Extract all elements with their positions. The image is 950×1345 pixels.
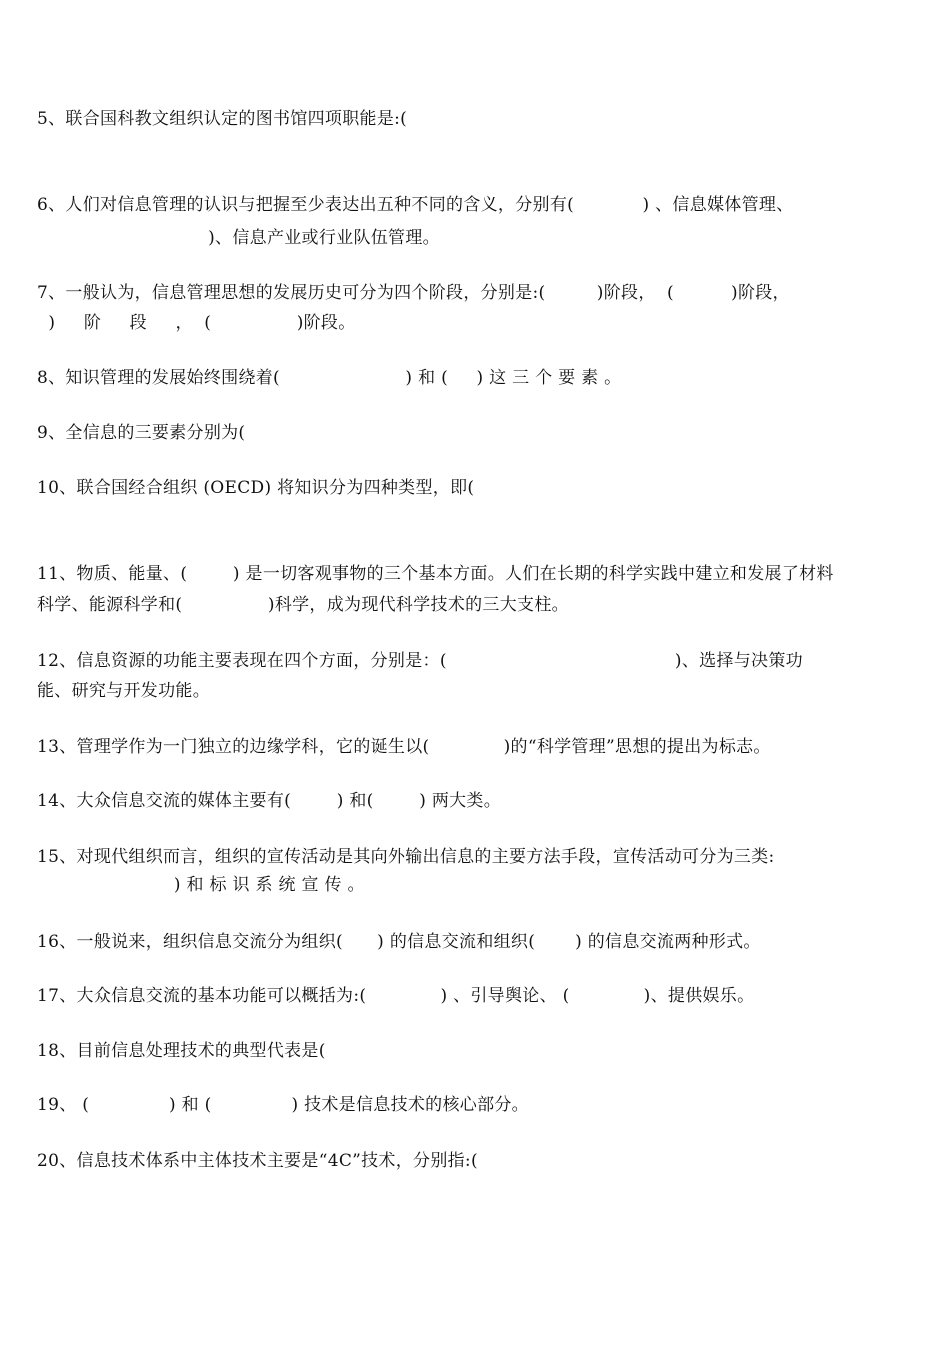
question-17: 17、大众信息交流的基本功能可以概括为:( ) 、引导舆论、 ( )、提供娱乐。 bbox=[37, 986, 755, 1006]
question-16: 16、一般说来，组织信息交流分为组织( ) 的信息交流和组织( ) 的信息交流两种形式。 bbox=[37, 932, 761, 952]
question-15-line-1: 15、对现代组织而言，组织的宣传活动是其向外输出信息的主要方法手段，宣传活动可分为三类: bbox=[37, 847, 775, 867]
question-9: 9、全信息的三要素分别为( bbox=[37, 423, 246, 443]
question-14: 14、大众信息交流的媒体主要有( ) 和( ) 两大类。 bbox=[37, 791, 502, 811]
question-6-line-1: 6、人们对信息管理的认识与把握至少表达出五种不同的含义，分别有( ) 、信息媒体管理、 bbox=[37, 195, 794, 215]
question-15-line-2: ) 和 标 识 系 统 宣 传 。 bbox=[37, 875, 365, 895]
question-8: 8、知识管理的发展始终围绕着( ) 和 ( ) 这 三 个 要 素 。 bbox=[37, 368, 622, 388]
question-12-line-2: 能、研究与开发功能。 bbox=[37, 681, 210, 701]
question-7-line-1: 7、一般认为，信息管理思想的发展历史可分为四个阶段，分别是:( )阶段， ( )阶段， bbox=[37, 283, 790, 303]
question-18: 18、目前信息处理技术的典型代表是( bbox=[37, 1041, 326, 1061]
question-11-line-2: 科学、能源科学和( )科学，成为现代科学技术的三大支柱。 bbox=[37, 595, 569, 615]
question-12-line-1: 12、信息资源的功能主要表现在四个方面，分别是：( )、选择与决策功 bbox=[37, 651, 803, 671]
question-11-line-1: 11、物质、能量、( ) 是一切客观事物的三个基本方面。人们在长期的科学实践中建立和发展了材料 bbox=[37, 564, 834, 584]
question-7-line-2: ) 阶 段 ， ( )阶段。 bbox=[37, 313, 356, 333]
question-13: 13、管理学作为一门独立的边缘学科，它的诞生以( )的“科学管理”思想的提出为标志。 bbox=[37, 737, 771, 757]
question-5: 5、联合国科教文组织认定的图书馆四项职能是:( bbox=[37, 109, 408, 129]
question-20: 20、信息技术体系中主体技术主要是“4C”技术，分别指:( bbox=[37, 1151, 478, 1171]
question-19: 19、 ( ) 和 ( ) 技术是信息技术的核心部分。 bbox=[37, 1095, 529, 1115]
question-6-line-2: )、信息产业或行业队伍管理。 bbox=[37, 228, 440, 248]
question-10: 10、联合国经合组织 (OECD) 将知识分为四种类型，即( bbox=[37, 478, 475, 498]
